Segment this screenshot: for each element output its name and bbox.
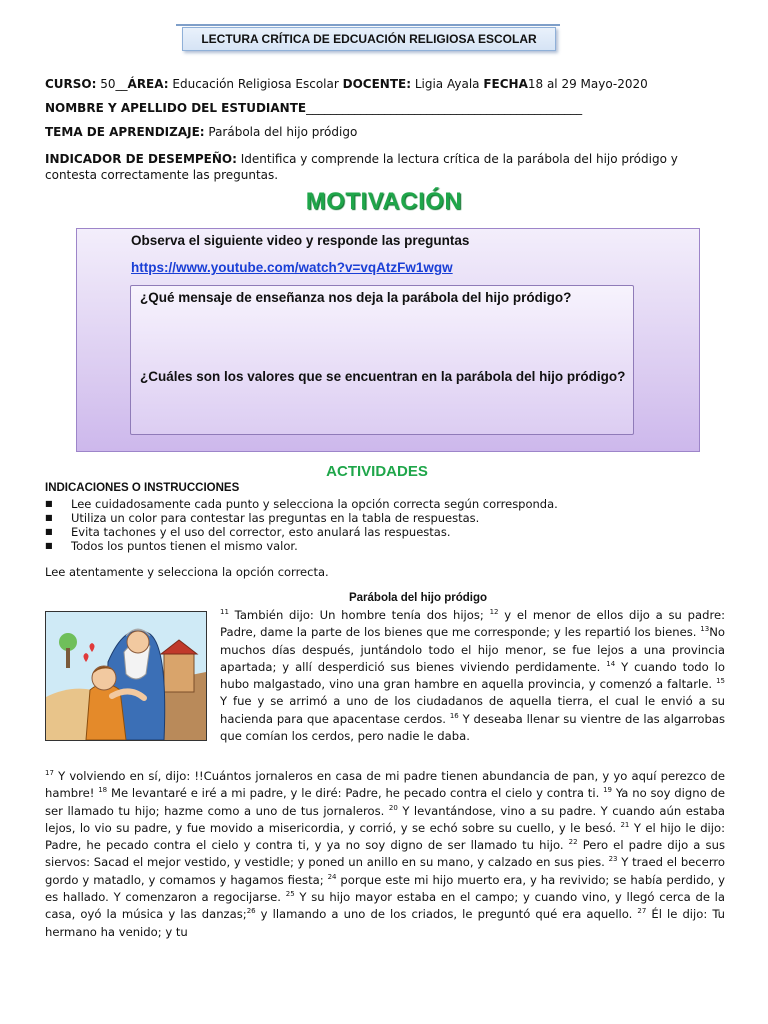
verse-text: y llamando a uno de los criados, le preguntó qué era aquello. — [255, 907, 638, 922]
instruction-item — [45, 539, 298, 553]
docente-label: DOCENTE: — [342, 77, 412, 91]
verse-number: 26 — [246, 907, 256, 916]
question-1: ¿Qué mensaje de enseñanza nos deja la parábola del hijo pródigo? — [140, 290, 572, 305]
verse-number: 11 — [220, 608, 229, 616]
verse-text: Y su hijo mayor estaba en el campo; y cuando vino, y llegó cerca de la casa, oyó la música y las danzas; — [45, 890, 726, 922]
square-bullet-icon: ■ — [45, 541, 53, 550]
verse-number: 25 — [285, 890, 295, 899]
student-name-blank[interactable]: ______________________________________________ — [306, 101, 583, 115]
square-bullet-icon: ■ — [45, 513, 53, 522]
document-title: LECTURA CRÍTICA DE EDCUACIÓN RELIGIOSA ESCOLAR — [201, 32, 537, 46]
parable-title: Parábola del hijo pródigo — [348, 592, 487, 604]
instructions-heading: INDICACIONES O INSTRUCCIONES — [45, 482, 240, 494]
verse-number: 20 — [388, 803, 398, 812]
verse-text: Pero el padre dijo a sus siervos: Sacad el mejor vestido, y vestidle; y poned un anillo en su mano, y calzado en sus pies. — [45, 838, 725, 870]
verse-text: Ya no soy digno de ser llamado tu hijo; hazme como a uno de tus jornaleros. — [45, 786, 725, 818]
verse-number: 16 — [449, 711, 459, 720]
verse-number: 14 — [606, 659, 616, 668]
indicator-label: INDICADOR DE DESEMPEÑO: — [45, 152, 237, 166]
illustration-graphic — [46, 612, 206, 740]
question-2: ¿Cuáles son los valores que se encuentran en la parábola del hijo pródigo? — [140, 369, 626, 384]
youtube-link[interactable]: https://www.youtube.com/watch?v=vqAtzFw1wgw — [131, 260, 453, 275]
verse-text: Y el hijo le dijo: Padre, he pecado contra el cielo y contra ti, y ya no soy digno de ser llamado tu hijo. — [45, 820, 725, 853]
verse-text: También dijo: Un hombre tenía dos hijos; — [228, 608, 490, 622]
docente-value: Ligia Ayala — [411, 77, 484, 91]
instruction-item — [45, 511, 479, 525]
verse-text: Y volviendo en sí, dijo: !!Cuántos jornaleros en casa de mi padre tienen abundancia de pan, y yo aquí perezco de hambre! — [45, 769, 725, 801]
indicator-value: Identifica y comprende la lectura crítica de la parábola del hijo pródigo y contesta correctamente las preguntas. — [45, 152, 678, 182]
document-title-box — [182, 27, 556, 51]
student-name-line — [45, 100, 582, 116]
verse-number: 23 — [608, 855, 618, 864]
verse-number: 21 — [620, 820, 630, 829]
father-embracing-son-illustration — [45, 611, 207, 741]
fecha-label: FECHA — [483, 77, 528, 91]
verse-number: 18 — [98, 786, 108, 795]
verse-number: 17 — [45, 769, 54, 777]
course-info-line — [45, 76, 648, 92]
student-name-label: NOMBRE Y APELLIDO DEL ESTUDIANTE — [45, 101, 307, 115]
fecha-value: 18 al 29 Mayo-2020 — [527, 77, 648, 91]
square-bullet-icon: ■ — [45, 527, 53, 536]
verse-text: Y cuando todo lo hubo malgastado, vino una gran hambre en aquella provincia, y comenzó a faltarle. — [220, 659, 725, 692]
instruction-text: Evita tachones y el uso del corrector, esto anulará las respuestas. — [71, 525, 451, 539]
verse-text: Él le dijo: Tu hermano ha venido; y tu — [45, 907, 725, 939]
indicator-line — [45, 151, 690, 183]
instruction-text: Todos los puntos tienen el mismo valor. — [71, 539, 298, 553]
title-top-rule — [176, 24, 560, 26]
square-bullet-icon: ■ — [45, 499, 53, 508]
reading-lead: Lee atentamente y selecciona la opción correcta. — [45, 565, 329, 579]
verse-number: 22 — [568, 838, 578, 847]
verse-text: Y fue y se arrimó a uno de los ciudadanos de aquella tierra, el cual le envió a su hacienda para que apacentase cerdos. — [220, 694, 725, 726]
instruction-text: Utiliza un color para contestar las preguntas en la tabla de respuestas. — [71, 511, 480, 525]
parable-text-top — [220, 607, 725, 745]
instruction-item — [45, 525, 450, 539]
motivacion-heading: MOTIVACIÓN — [305, 188, 463, 215]
verse-number: 15 — [716, 677, 725, 686]
curso-label: CURSO: — [45, 77, 97, 91]
curso-value: 50__ — [96, 77, 128, 91]
topic-value: Parábola del hijo pródigo — [204, 125, 358, 139]
verse-text: Y traed el becerro gordo y matadlo, y comamos y hagamos fiesta; — [45, 855, 725, 887]
area-label: ÁREA: — [127, 77, 169, 91]
verse-text: porque este mi hijo muerto era, y ha revivido; se había perdido, y es hallado. Y comenzaron a regocijarse. — [45, 872, 725, 905]
area-value: Educación Religiosa Escolar — [168, 77, 343, 91]
actividades-heading: ACTIVIDADES — [326, 463, 428, 480]
video-instruction: Observa el siguiente video y responde las preguntas — [131, 233, 470, 248]
verse-number: 27 — [637, 907, 647, 916]
parable-text-bottom — [45, 768, 725, 941]
verse-number: 24 — [327, 872, 337, 881]
instruction-item — [45, 497, 558, 511]
verse-number: 19 — [603, 786, 612, 795]
verse-text: Y deseaba llenar su vientre de las algarrobas que comían los cerdos, pero nadie le daba. — [220, 711, 726, 744]
verse-text: Me levantaré e iré a mi padre, y le diré: Padre, he pecado contra el cielo y contra ti. — [107, 786, 604, 801]
verse-text: y el menor de ellos dijo a su padre: Padre, dame la parte de los bienes que me corresponde; y les repartió los bienes. — [220, 608, 726, 640]
verse-number: 13 — [700, 625, 710, 634]
questions-box — [130, 285, 634, 435]
verse-text: No muchos días después, juntándolo todo el hijo menor, se fue lejos a una provincia apartada; y allí desperdició sus bienes viviendo perdidamente. — [220, 625, 725, 674]
topic-line — [45, 124, 357, 140]
instruction-text: Lee cuidadosamente cada punto y selecciona la opción correcta según corresponda. — [71, 497, 558, 511]
verse-text: Y levantándose, vino a su padre. Y cuando aún estaba lejos, lo vio su padre, y fue movido a misericordia, y corrió, y se echó sobre su cuello, y le besó. — [45, 803, 725, 835]
verse-number: 12 — [489, 608, 499, 616]
topic-label: TEMA DE APRENDIZAJE: — [45, 125, 205, 139]
